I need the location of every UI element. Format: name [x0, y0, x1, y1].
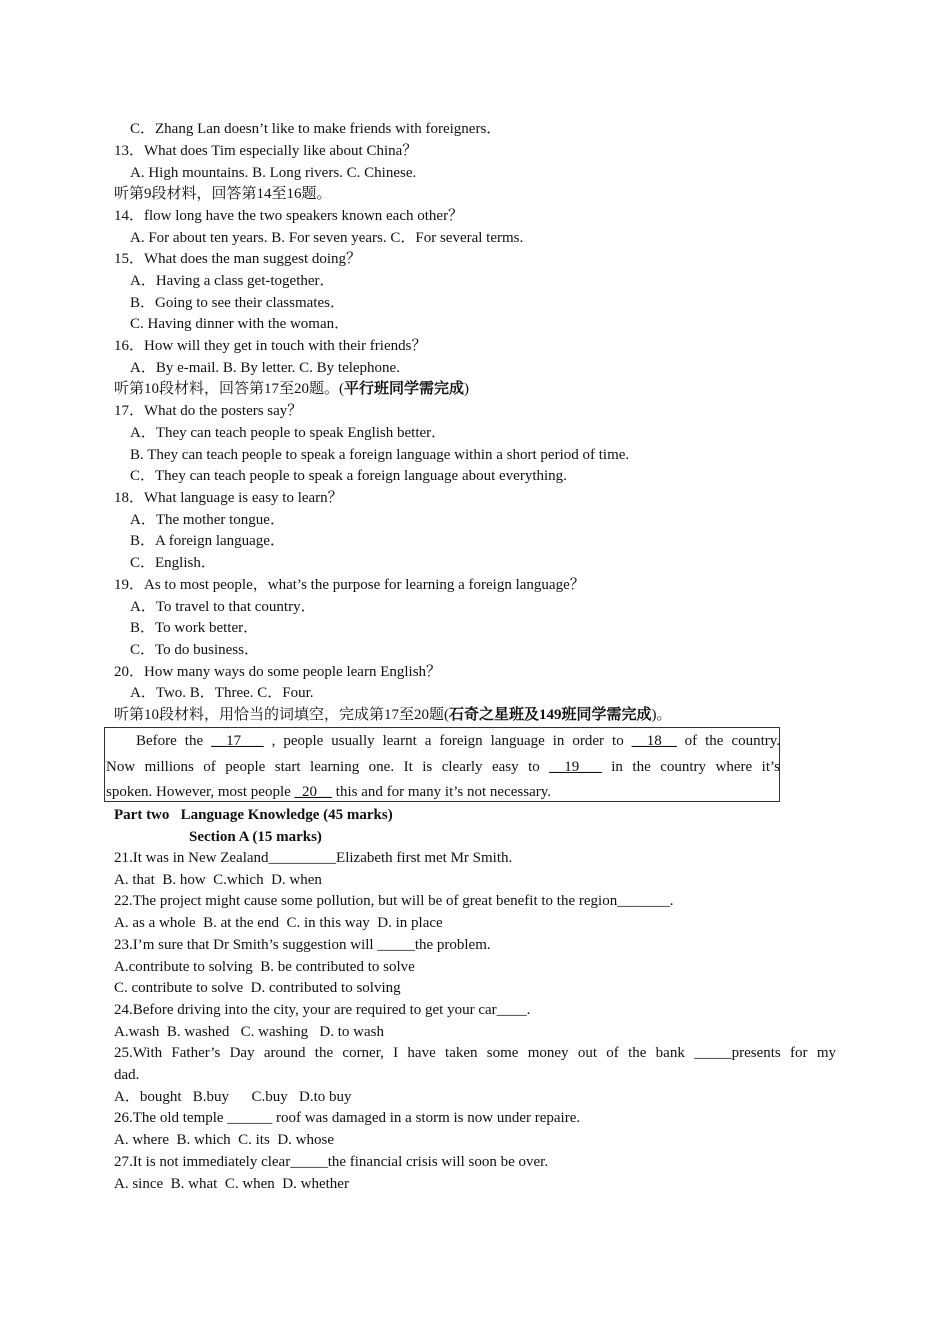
passage-line-2: Now millions of people start learning one. It is clearly easy to __19___ in the country where it’s	[106, 759, 780, 775]
question-26: 26.The old temple ______ roof was damaged in a storm is now under repaire.	[114, 1110, 581, 1126]
q19-option-b: B．To work better．	[130, 620, 259, 636]
section-instruction-9: 听第9段材料，回答第14至16题。	[114, 186, 332, 202]
blank-20: _20__	[294, 784, 333, 800]
q15-option-c: C. Having dinner with the woman．	[130, 316, 350, 332]
question-21: 21.It was in New Zealand_________Elizabeth first met Mr Smith.	[114, 850, 513, 866]
section-instruction-fill: 听第10段材料，用恰当的词填空，完成第17至20题(石奇之星班及149班同学需完成)。	[114, 707, 672, 723]
q23-options-1: A.contribute to solving B. be contributed to solve	[114, 959, 415, 975]
q13-options: A. High mountains. B. Long rivers. C. Chinese.	[130, 165, 417, 181]
part-two-title: Part two Language Knowledge (45 marks)	[114, 807, 393, 823]
q15-option-b: B．Going to see their classmates．	[130, 295, 345, 311]
q19-option-a: A．To travel to that country．	[130, 599, 316, 615]
question-24: 24.Before driving into the city, your are required to get your car____.	[114, 1002, 531, 1018]
question-19: 19．As to most people，what’s the purpose for learning a foreign language？	[114, 577, 585, 593]
q26-options: A. where B. which C. its D. whose	[114, 1132, 334, 1148]
question-25: 25.With Father’s Day around the corner, I have taken some money out of the bank _____presents for my	[114, 1045, 836, 1061]
question-17: 17．What do the posters say？	[114, 403, 303, 419]
q17-option-c: C．They can teach people to speak a foreign language about everything.	[130, 468, 567, 484]
question-23: 23.I’m sure that Dr Smith’s suggestion will _____the problem.	[114, 937, 491, 953]
q12-option-c: C．Zhang Lan doesn’t like to make friends with foreigners．	[130, 121, 502, 137]
q14-options: A. For about ten years. B. For seven years. C．For several terms.	[130, 230, 524, 246]
blank-17: __17___	[211, 733, 264, 749]
q24-options: A.wash B. washed C. washing D. to wash	[114, 1024, 384, 1040]
question-27: 27.It is not immediately clear_____the financial crisis will soon be over.	[114, 1154, 549, 1170]
q21-options: A. that B. how C.which D. when	[114, 872, 322, 888]
q22-options: A. as a whole B. at the end C. in this way D. in place	[114, 915, 443, 931]
question-25-cont: dad.	[114, 1067, 140, 1083]
passage-line-3: spoken. However, most people _20__ this and for many it’s not necessary.	[106, 784, 552, 800]
q18-option-a: A．The mother tongue．	[130, 512, 285, 528]
q25-options: A．bought B.buy C.buy D.to buy	[114, 1089, 352, 1105]
q17-option-b: B. They can teach people to speak a foreign language within a short period of time.	[130, 447, 630, 463]
section-instruction-10: 听第10段材料，回答第17至20题。(平行班同学需完成)	[114, 381, 470, 397]
q18-option-b: B．A foreign language．	[130, 533, 285, 549]
q18-option-c: C．English．	[130, 555, 216, 571]
question-16: 16．How will they get in touch with their friends？	[114, 338, 427, 354]
q19-option-c: C．To do business．	[130, 642, 259, 658]
q20-options: A．Two. B．Three. C．Four.	[130, 685, 314, 701]
section-a-title: Section A (15 marks)	[189, 829, 322, 845]
blank-19: __19___	[549, 759, 602, 775]
question-13: 13．What does Tim especially like about China？	[114, 143, 418, 159]
passage-line-1: Before the __17___ , people usually learnt a foreign language in order to __18__ of the country.	[136, 733, 781, 749]
q27-options: A. since B. what C. when D. whether	[114, 1176, 349, 1192]
question-14: 14．flow long have the two speakers known each other？	[114, 208, 464, 224]
q23-options-2: C. contribute to solve D. contributed to solving	[114, 980, 401, 996]
question-18: 18．What language is easy to learn？	[114, 490, 343, 506]
q16-options: A．By e-mail. B. By letter. C. By telephone.	[130, 360, 400, 376]
q15-option-a: A．Having a class get-together．	[130, 273, 335, 289]
question-15: 15．What does the man suggest doing？	[114, 251, 362, 267]
blank-18: __18__	[631, 733, 677, 749]
q17-option-a: A．They can teach people to speak English better．	[130, 425, 447, 441]
question-22: 22.The project might cause some pollution, but will be of great benefit to the region_______.	[114, 893, 674, 909]
question-20: 20．How many ways do some people learn English？	[114, 664, 442, 680]
